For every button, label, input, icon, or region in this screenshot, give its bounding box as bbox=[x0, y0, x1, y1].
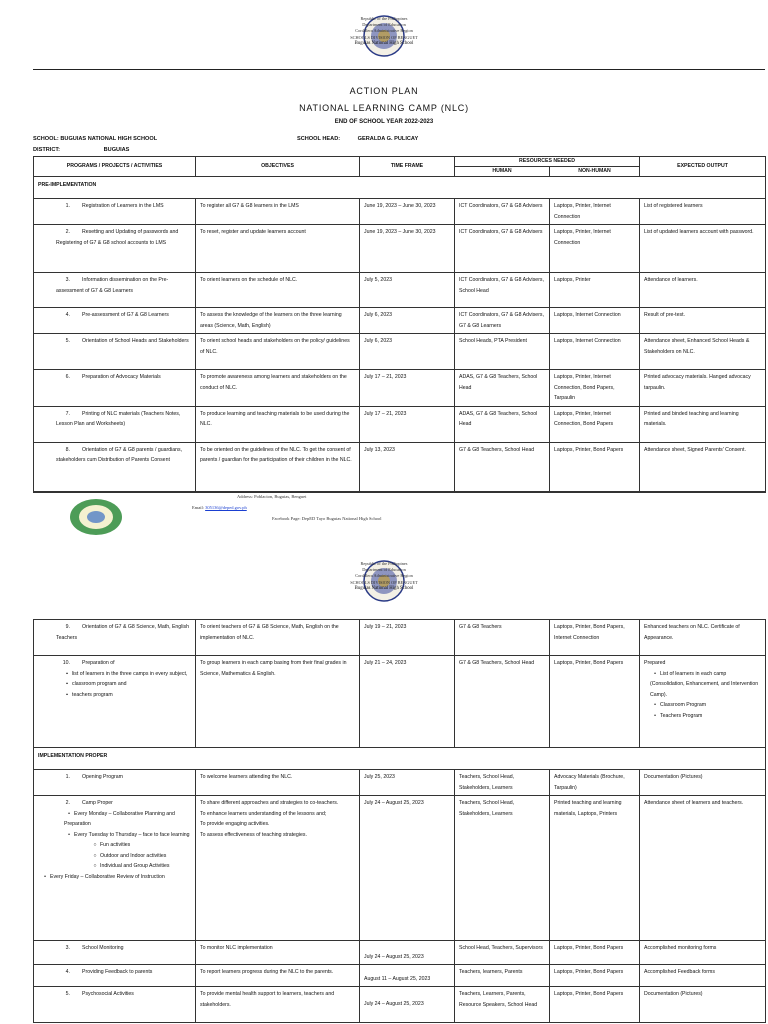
head-name: GERALDA G. PULICAY bbox=[357, 136, 419, 142]
human-cell: ADAS, G7 & G8 Teachers, School Head bbox=[455, 406, 550, 442]
objective-cell: To provide mental health support to learners, teachers and stakeholders. bbox=[196, 987, 360, 1023]
district-info bbox=[33, 147, 129, 153]
human-cell: G7 & G8 Teachers, School Head bbox=[455, 442, 550, 492]
table-row bbox=[34, 225, 766, 273]
letterhead-line: Republic of the Philippines bbox=[360, 16, 408, 21]
table-row bbox=[34, 273, 766, 308]
program-cell: 5. Psychosocial Activities bbox=[34, 987, 196, 1023]
list-item: • Classroom Program bbox=[654, 702, 707, 708]
objective-cell: To register all G7 & G8 learners in the LMS bbox=[196, 199, 360, 225]
list-item: ▪ classroom program and bbox=[66, 681, 127, 687]
program-cell: 10. Preparation of ▪ list of learners in the three camps in every subject, ▪ classroom program and ▪ teachers program bbox=[34, 656, 196, 748]
table-row bbox=[34, 965, 766, 987]
time-cell: August 11 – August 25, 2023 bbox=[360, 965, 455, 987]
objective-cell: To group learners in each camp basing from their final grades in Science, Mathematics & English. bbox=[196, 656, 360, 748]
letterhead-school: Buguias National High School bbox=[354, 585, 414, 591]
title-block bbox=[0, 86, 768, 125]
program-cell: 7. Printing of NLC materials (Teachers Notes, Lesson Plan and Worksheets) bbox=[34, 406, 196, 442]
program-cell: 3. Information dissemination on the Pre-assessment of G7 & G8 Learners bbox=[34, 273, 196, 308]
time-cell: July 21 – 24, 2023 bbox=[360, 656, 455, 748]
human-cell: G7 & G8 Teachers bbox=[455, 620, 550, 656]
human-cell: Teachers, School Head, Stakeholders, Learners bbox=[455, 770, 550, 796]
table-row bbox=[34, 796, 766, 941]
time-cell: July 24 – August 25, 2023 bbox=[360, 796, 455, 941]
objective-cell: To promote awareness among learners and stakeholders on the conduct of NLC. bbox=[196, 370, 360, 407]
section-proper: IMPLEMENTATION PROPER bbox=[34, 748, 766, 770]
output-cell: Attendance sheet, Signed Parents' Consent. bbox=[640, 442, 766, 492]
nonhuman-cell: Laptops, Printer, Internet Connection, Bond Papers, Tarpaulin bbox=[550, 370, 640, 407]
col-header-objectives: OBJECTIVES bbox=[196, 157, 360, 177]
nonhuman-cell: Advocacy Materials (Brochure, Tarpaulin) bbox=[550, 770, 640, 796]
human-cell: ICT Coordinators, G7 & G8 Advisers bbox=[455, 199, 550, 225]
letterhead-line: Cordillera Administrative Region bbox=[355, 573, 413, 579]
program-cell: 2. Camp Proper • Every Monday – Collaborative Planning and Preparation • Every Tuesday to Thursday – face to face learning ○ Fun activities ○ Outdoor and Indoor activities ○ Individual and Group Activities • Every Friday – Collaborative Review of Instruction bbox=[34, 796, 196, 941]
col-header-resources: RESOURCES NEEDED bbox=[455, 157, 640, 167]
program-cell: 4. Pre-assessment of G7 & G8 Learners bbox=[34, 308, 196, 334]
letterhead-line: Cordillera Administrative Region bbox=[355, 28, 413, 34]
school-name: BUGUIAS NATIONAL HIGH SCHOOL bbox=[60, 136, 158, 142]
human-cell: ICT Coordinators, G7 & G8 Advisers, G7 & G8 Learners bbox=[455, 308, 550, 334]
table-row bbox=[34, 334, 766, 370]
output-cell: Printed and binded teaching and learning materials. bbox=[640, 406, 766, 442]
footer-address: Address: Poblacion, Buguias, Benguet bbox=[237, 494, 307, 499]
letterhead-line: Department of Education bbox=[362, 567, 406, 573]
col-header-time: TIME FRAME bbox=[360, 157, 455, 177]
letterhead-lines bbox=[300, 561, 468, 592]
program-cell: 8. Orientation of G7 & G8 parents / guardians, stakeholders cum Distribution of Parents Consent bbox=[34, 442, 196, 492]
nonhuman-cell: Laptops, Printer bbox=[550, 273, 640, 308]
head-info bbox=[297, 136, 418, 142]
school-logo-icon bbox=[68, 498, 124, 536]
list-item: • List of learners in each camp (Consolidation, Enhancement, and Intervention Camp). bbox=[650, 670, 759, 698]
letterhead-line: SCHOOLS DIVISION OF BENGUET bbox=[350, 579, 418, 585]
program-cell: 9. Orientation of G7 & G8 Science, Math, English Teachers bbox=[34, 620, 196, 656]
table-row bbox=[34, 656, 766, 748]
human-cell: School Heads, PTA President bbox=[455, 334, 550, 370]
footer-email: Email: 305136@deped.gov.ph bbox=[192, 505, 247, 510]
output-cell: Enhanced teachers on NLC. Certificate of Appearance. bbox=[640, 620, 766, 656]
output-cell: Attendance sheet of learners and teachers. bbox=[640, 796, 766, 941]
objective-cell: To share different approaches and strategies to co-teachers. To enhance learners understanding of the lessons and; To provide engaging activities. To assess effectiveness of teaching strategies. bbox=[196, 796, 360, 941]
doc-title: ACTION PLAN bbox=[349, 86, 419, 96]
sub-list-item: ○ Fun activities bbox=[93, 842, 131, 848]
objective-cell: To orient teachers of G7 & G8 Science, Math, English on the implementation of NLC. bbox=[196, 620, 360, 656]
time-cell: July 19 – 21, 2023 bbox=[360, 620, 455, 656]
human-cell: G7 & G8 Teachers, School Head bbox=[455, 656, 550, 748]
doc-period: END OF SCHOOL YEAR 2022-2023 bbox=[334, 119, 434, 125]
footer-divider bbox=[33, 491, 765, 492]
section-row bbox=[34, 748, 766, 770]
header-divider bbox=[33, 69, 765, 70]
letterhead bbox=[0, 0, 768, 70]
school-info bbox=[33, 136, 157, 142]
list-item: • Every Tuesday to Thursday – face to face learning bbox=[68, 831, 190, 838]
human-cell: ICT Coordinators, G7 & G8 Advisers bbox=[455, 225, 550, 273]
nonhuman-cell: Laptops, Internet Connection bbox=[550, 308, 640, 334]
objective-cell: To assess the knowledge of the learners on the three learning areas (Science, Math, English) bbox=[196, 308, 360, 334]
table-row bbox=[34, 770, 766, 796]
objective-cell: To monitor NLC implementation bbox=[196, 941, 360, 965]
table-row bbox=[34, 308, 766, 334]
document-page-2 bbox=[0, 545, 768, 1024]
time-cell: June 19, 2023 – June 30, 2023 bbox=[360, 199, 455, 225]
output-cell: Attendance sheet, Enhanced School Heads & Stakeholders on NLC. bbox=[640, 334, 766, 370]
table-row bbox=[34, 620, 766, 656]
action-plan-table-continued bbox=[33, 619, 766, 1023]
nonhuman-cell: Laptops, Printer, Bond Papers bbox=[550, 941, 640, 965]
nonhuman-cell: Laptops, Internet Connection bbox=[550, 334, 640, 370]
nonhuman-cell: Laptops, Printer, Internet Connection bbox=[550, 225, 640, 273]
program-cell: 4. Providing Feedback to parents bbox=[34, 965, 196, 987]
output-cell: Printed advocacy materials. Hanged advocacy tarpaulin. bbox=[640, 370, 766, 407]
nonhuman-cell: Laptops, Printer, Internet Connection bbox=[550, 199, 640, 225]
time-cell: July 25, 2023 bbox=[360, 770, 455, 796]
objective-cell: To welcome learners attending the NLC. bbox=[196, 770, 360, 796]
output-cell: Documentation (Pictures) bbox=[640, 987, 766, 1023]
col-header-output: EXPECTED OUTPUT bbox=[640, 157, 766, 177]
section-pre: PRE-IMPLEMENTATION bbox=[34, 177, 766, 199]
time-cell: July 5, 2023 bbox=[360, 273, 455, 308]
human-cell: School Head, Teachers, Supervisors bbox=[455, 941, 550, 965]
page-footer bbox=[0, 488, 768, 545]
district-name: BUGUIAS bbox=[103, 147, 130, 153]
table-row bbox=[34, 442, 766, 492]
objective-cell: To orient learners on the schedule of NLC. bbox=[196, 273, 360, 308]
output-cell: Prepared • List of learners in each camp (Consolidation, Enhancement, and Intervention Camp). • Classroom Program • Teachers Program bbox=[640, 656, 766, 748]
objective-cell: To report learners progress during the NLC to the parents. bbox=[196, 965, 360, 987]
list-item: • Every Friday – Collaborative Review of Instruction bbox=[44, 873, 165, 880]
time-cell: July 6, 2023 bbox=[360, 308, 455, 334]
time-cell: July 6, 2023 bbox=[360, 334, 455, 370]
nonhuman-cell: Laptops, Printer, Bond Papers bbox=[550, 442, 640, 492]
program-cell: 1. Opening Program bbox=[34, 770, 196, 796]
footer-facebook: Facebook Page: DepED Tayo Buguias National High School bbox=[272, 516, 382, 521]
output-cell: Accomplished monitoring forms bbox=[640, 941, 766, 965]
objective-cell: To reset, register and update learners account bbox=[196, 225, 360, 273]
letterhead-line: SCHOOLS DIVISION OF BENGUET bbox=[350, 34, 418, 40]
output-cell: Documentation (Pictures) bbox=[640, 770, 766, 796]
district-label: DISTRICT: bbox=[33, 147, 61, 153]
output-cell: List of updated learners account with password. bbox=[640, 225, 766, 273]
human-cell: Teachers, learners, Parents bbox=[455, 965, 550, 987]
program-cell: 1. Registration of Learners in the LMS bbox=[34, 199, 196, 225]
email-link[interactable]: 305136@deped.gov.ph bbox=[205, 505, 247, 510]
program-cell: 2. Resetting and Updating of passwords and Registering of G7 & G8 school accounts to LMS bbox=[34, 225, 196, 273]
human-cell: Teachers, School Head, Stakeholders, Learners bbox=[455, 796, 550, 941]
list-item: ▪ list of learners in the three camps in every subject, bbox=[66, 670, 188, 677]
nonhuman-cell: Laptops, Printer, Bond Papers bbox=[550, 965, 640, 987]
letterhead bbox=[0, 545, 768, 615]
table-row bbox=[34, 406, 766, 442]
output-cell: Accomplished Feedback forms bbox=[640, 965, 766, 987]
action-plan-table bbox=[33, 156, 766, 493]
objective-cell: To orient school heads and stakeholders on the policy/ guidelines of NLC. bbox=[196, 334, 360, 370]
time-cell: June 19, 2023 – June 30, 2023 bbox=[360, 225, 455, 273]
letterhead-line: Republic of the Philippines bbox=[360, 561, 408, 566]
col-header-programs: PROGRAMS / PROJECTS / ACTIVITIES bbox=[34, 157, 196, 177]
objective-cell: To be oriented on the guidelines of the NLC. To get the consent of parents / guardian for the participation of their children in the NLC. bbox=[196, 442, 360, 492]
table-row bbox=[34, 370, 766, 407]
nonhuman-cell: Laptops, Printer, Bond Papers bbox=[550, 656, 640, 748]
output-cell: Attendance of learners. bbox=[640, 273, 766, 308]
school-label: SCHOOL: bbox=[33, 136, 59, 142]
nonhuman-cell: Laptops, Printer, Bond Papers, Internet Connection bbox=[550, 620, 640, 656]
table-row bbox=[34, 987, 766, 1023]
doc-subtitle: NATIONAL LEARNING CAMP (NLC) bbox=[299, 103, 469, 113]
output-cell: List of registered learners bbox=[640, 199, 766, 225]
col-header-nonhuman: NON-HUMAN bbox=[550, 167, 640, 177]
list-item: • Teachers Program bbox=[654, 712, 703, 719]
output-cell: Result of pre-test. bbox=[640, 308, 766, 334]
program-cell: 5. Orientation of School Heads and Stakeholders bbox=[34, 334, 196, 370]
section-row bbox=[34, 177, 766, 199]
table-row bbox=[34, 941, 766, 965]
program-cell: 3. School Monitoring bbox=[34, 941, 196, 965]
human-cell: ICT Coordinators, G7 & G8 Advisers, School Head bbox=[455, 273, 550, 308]
head-label: SCHOOL HEAD: bbox=[297, 136, 341, 142]
time-cell: July 17 – 21, 2023 bbox=[360, 370, 455, 407]
nonhuman-cell: Printed teaching and learning materials, Laptops, Printers bbox=[550, 796, 640, 941]
human-cell: ADAS, G7 & G8 Teachers, School Head bbox=[455, 370, 550, 407]
letterhead-lines bbox=[300, 16, 468, 47]
col-header-human: HUMAN bbox=[455, 167, 550, 177]
letterhead-school: Buguias National High School bbox=[354, 40, 414, 46]
nonhuman-cell: Laptops, Printer, Internet Connection, Bond Papers bbox=[550, 406, 640, 442]
nonhuman-cell: Laptops, Printer, Bond Papers bbox=[550, 987, 640, 1023]
letterhead-line: Department of Education bbox=[362, 22, 406, 28]
time-cell: July 13, 2023 bbox=[360, 442, 455, 492]
program-cell: 6. Preparation of Advocacy Materials bbox=[34, 370, 196, 407]
time-cell: July 17 – 21, 2023 bbox=[360, 406, 455, 442]
sub-list-item: ○ Outdoor and Indoor activities bbox=[93, 852, 167, 859]
time-cell: July 24 – August 25, 2023 bbox=[360, 987, 455, 1023]
list-item: • Every Monday – Collaborative Planning and Preparation bbox=[64, 810, 175, 827]
time-cell: July 24 – August 25, 2023 bbox=[360, 941, 455, 965]
list-item: ▪ teachers program bbox=[66, 691, 113, 698]
table-header-row bbox=[34, 157, 766, 167]
table-row bbox=[34, 199, 766, 225]
sub-list-item: ○ Individual and Group Activities bbox=[93, 863, 170, 869]
objective-cell: To produce learning and teaching materials to be used during the NLC. bbox=[196, 406, 360, 442]
human-cell: Teachers, Learners, Parents, Resource Speakers, School Head bbox=[455, 987, 550, 1023]
